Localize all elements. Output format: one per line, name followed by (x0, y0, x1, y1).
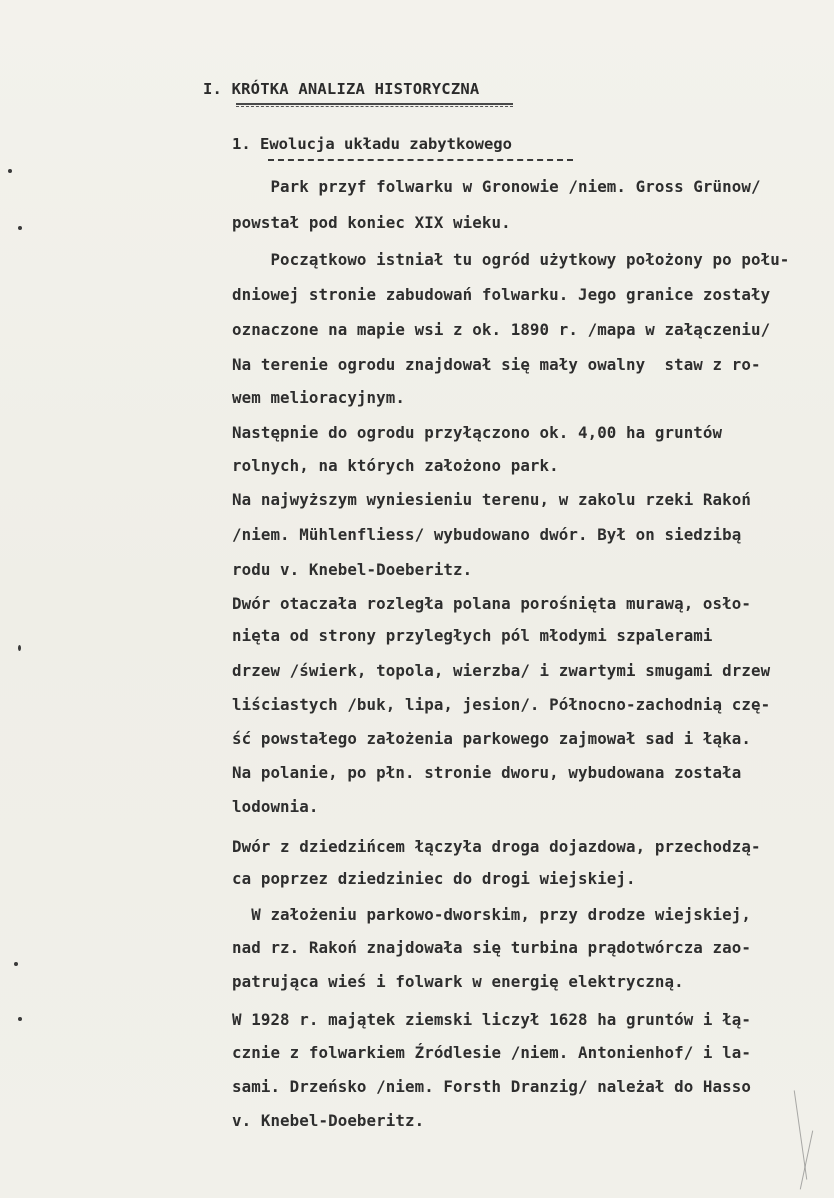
text-line: Park przyf folwarku w Gronowie /niem. Gross Grünow/ (232, 177, 761, 196)
heading-underline-dashed (236, 106, 513, 107)
text-line: /niem. Mühlenfliess/ wybudowano dwór. Był on siedzibą (232, 525, 742, 544)
text-line: wem melioracyjnym. (232, 388, 405, 407)
text-line: Na terenie ogrodu znajdował się mały owalny staw z ro- (232, 355, 761, 374)
text-line: ść powstałego założenia parkowego zajmował sad i łąka. (232, 729, 751, 748)
margin-dot (8, 169, 12, 173)
pencil-mark (800, 1131, 813, 1190)
text-line: W 1928 r. majątek ziemski liczył 1628 ha gruntów i łą- (232, 1010, 751, 1029)
text-line: v. Knebel-Doeberitz. (232, 1111, 425, 1130)
text-line: Następnie do ogrodu przyłączono ok. 4,00 ha gruntów (232, 423, 723, 442)
text-line: rolnych, na których założono park. (232, 456, 559, 475)
subheading-underline (268, 159, 573, 161)
margin-dot (18, 645, 21, 651)
text-line: W założeniu parkowo-dworskim, przy drodze wiejskiej, (232, 905, 751, 924)
margin-dot (18, 1017, 22, 1021)
margin-dot (18, 226, 22, 230)
text-line: Początkowo istniał tu ogród użytkowy położony po połu- (232, 250, 790, 269)
text-line: sami. Drzeńsko /niem. Forsth Dranzig/ należał do Hasso (232, 1077, 751, 1096)
text-line: Dwór otaczała rozległa polana porośnięta murawą, osło- (232, 594, 751, 613)
text-line: cznie z folwarkiem Źródlesie /niem. Antonienhof/ i la- (232, 1043, 751, 1062)
text-line: powstał pod koniec XIX wieku. (232, 213, 511, 232)
text-line: drzew /świerk, topola, wierzba/ i zwartymi smugami drzew (232, 661, 771, 680)
subsection-heading: 1. Ewolucja układu zabytkowego (232, 135, 512, 153)
text-line: nad rz. Rakoń znajdowała się turbina prądotwórcza zao- (232, 938, 751, 957)
text-line: oznaczone na mapie wsi z ok. 1890 r. /mapa w załączeniu/ (232, 320, 771, 339)
text-line: Na polanie, po płn. stronie dworu, wybudowana została (232, 763, 742, 782)
heading-underline (236, 103, 513, 105)
text-line: Na najwyższym wyniesieniu terenu, w zakolu rzeki Rakoń (232, 490, 751, 509)
text-line: patrująca wieś i folwark w energię elektryczną. (232, 972, 684, 991)
text-line: Dwór z dziedzińcem łączyła droga dojazdowa, przechodzą- (232, 837, 761, 856)
section-heading: I. KRÓTKA ANALIZA HISTORYCZNA (203, 80, 480, 98)
text-line: nięta od strony przyległych pól młodymi szpalerami (232, 626, 713, 645)
text-line: lodownia. (232, 797, 319, 816)
margin-dot (14, 962, 18, 966)
text-line: liściastych /buk, lipa, jesion/. Północno-zachodnią czę- (232, 695, 771, 714)
text-line: dniowej stronie zabudowań folwarku. Jego granice zostały (232, 285, 771, 304)
text-line: rodu v. Knebel-Doeberitz. (232, 560, 473, 579)
text-line: ca poprzez dziedziniec do drogi wiejskiej. (232, 869, 636, 888)
